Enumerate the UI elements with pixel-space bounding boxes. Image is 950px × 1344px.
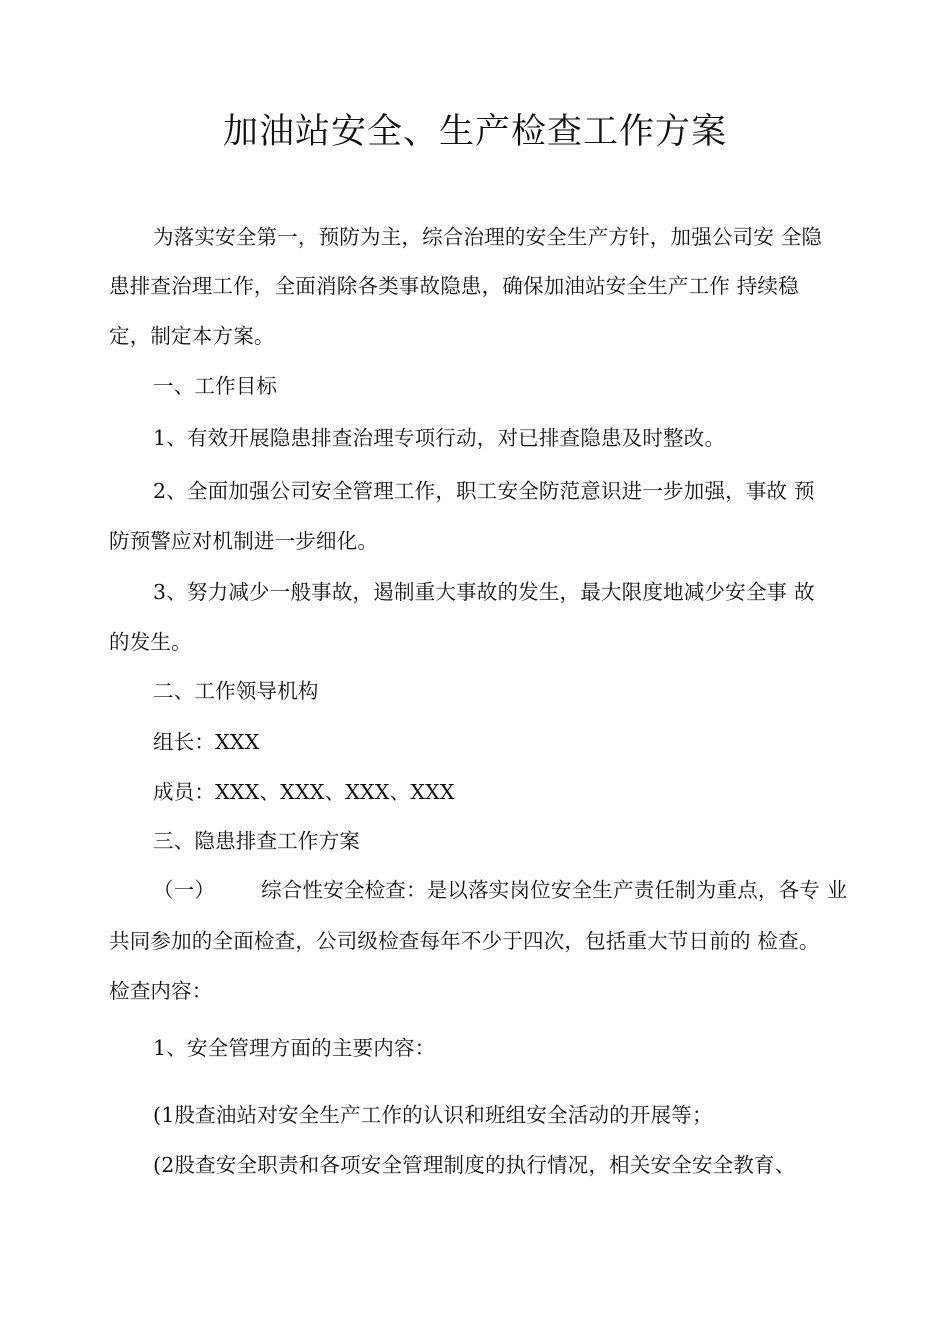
list-item: (1股查油站对安全生产工作的认识和班组安全活动的开展等；: [153, 1103, 713, 1127]
paragraph-line: 检查内容：: [109, 979, 213, 1003]
paragraph-line: 防预警应对机制进一步细化。: [109, 529, 379, 553]
document-title: 加油站安全、生产检查工作方案: [222, 112, 727, 152]
list-item: 2、全面加强公司安全管理工作，职工安全防范意识进一步加强，事故 预: [153, 479, 815, 503]
list-item: 1、有效开展隐患排查治理专项行动，对已排查隐患及时整改。: [153, 426, 726, 450]
section-heading: 一、工作目标: [153, 374, 278, 398]
subsection-line: [153, 875, 847, 905]
paragraph-line: 共同参加的全面检查，公司级检查每年不少于四次，包括重大节日前的 检查。: [109, 929, 820, 953]
paragraph-line: 为落实安全第一，预防为主，综合治理的安全生产方针，加强公司安 全隐: [153, 225, 823, 249]
paragraph-line: 定，制定本方案。: [109, 324, 275, 348]
paragraph-line: 患排查治理工作，全面消除各类事故隐患，确保加油站安全生产工作 持续稳: [109, 274, 799, 298]
paragraph-line: 的发生。: [109, 630, 192, 654]
section-heading: 二、工作领导机构: [153, 679, 319, 703]
leader-line: 组长：XXX: [153, 730, 260, 754]
list-item: (2股查安全职责和各项安全管理制度的执行情况，相关安全安全教育、: [153, 1153, 796, 1177]
members-line: 成员：XXX、XXX、XXX、XXX: [153, 780, 455, 804]
list-item: 1、安全管理方面的主要内容：: [153, 1036, 436, 1060]
subsection-number: （一）: [153, 878, 216, 902]
list-item: 3、努力减少一般事故，遏制重大事故的发生，最大限度地减少安全事 故: [153, 580, 815, 604]
section-heading: 三、隐患排查工作方案: [153, 829, 360, 853]
subsection-text: 综合性安全检查：是以落实岗位安全生产责任制为重点，各专 业: [261, 878, 848, 902]
